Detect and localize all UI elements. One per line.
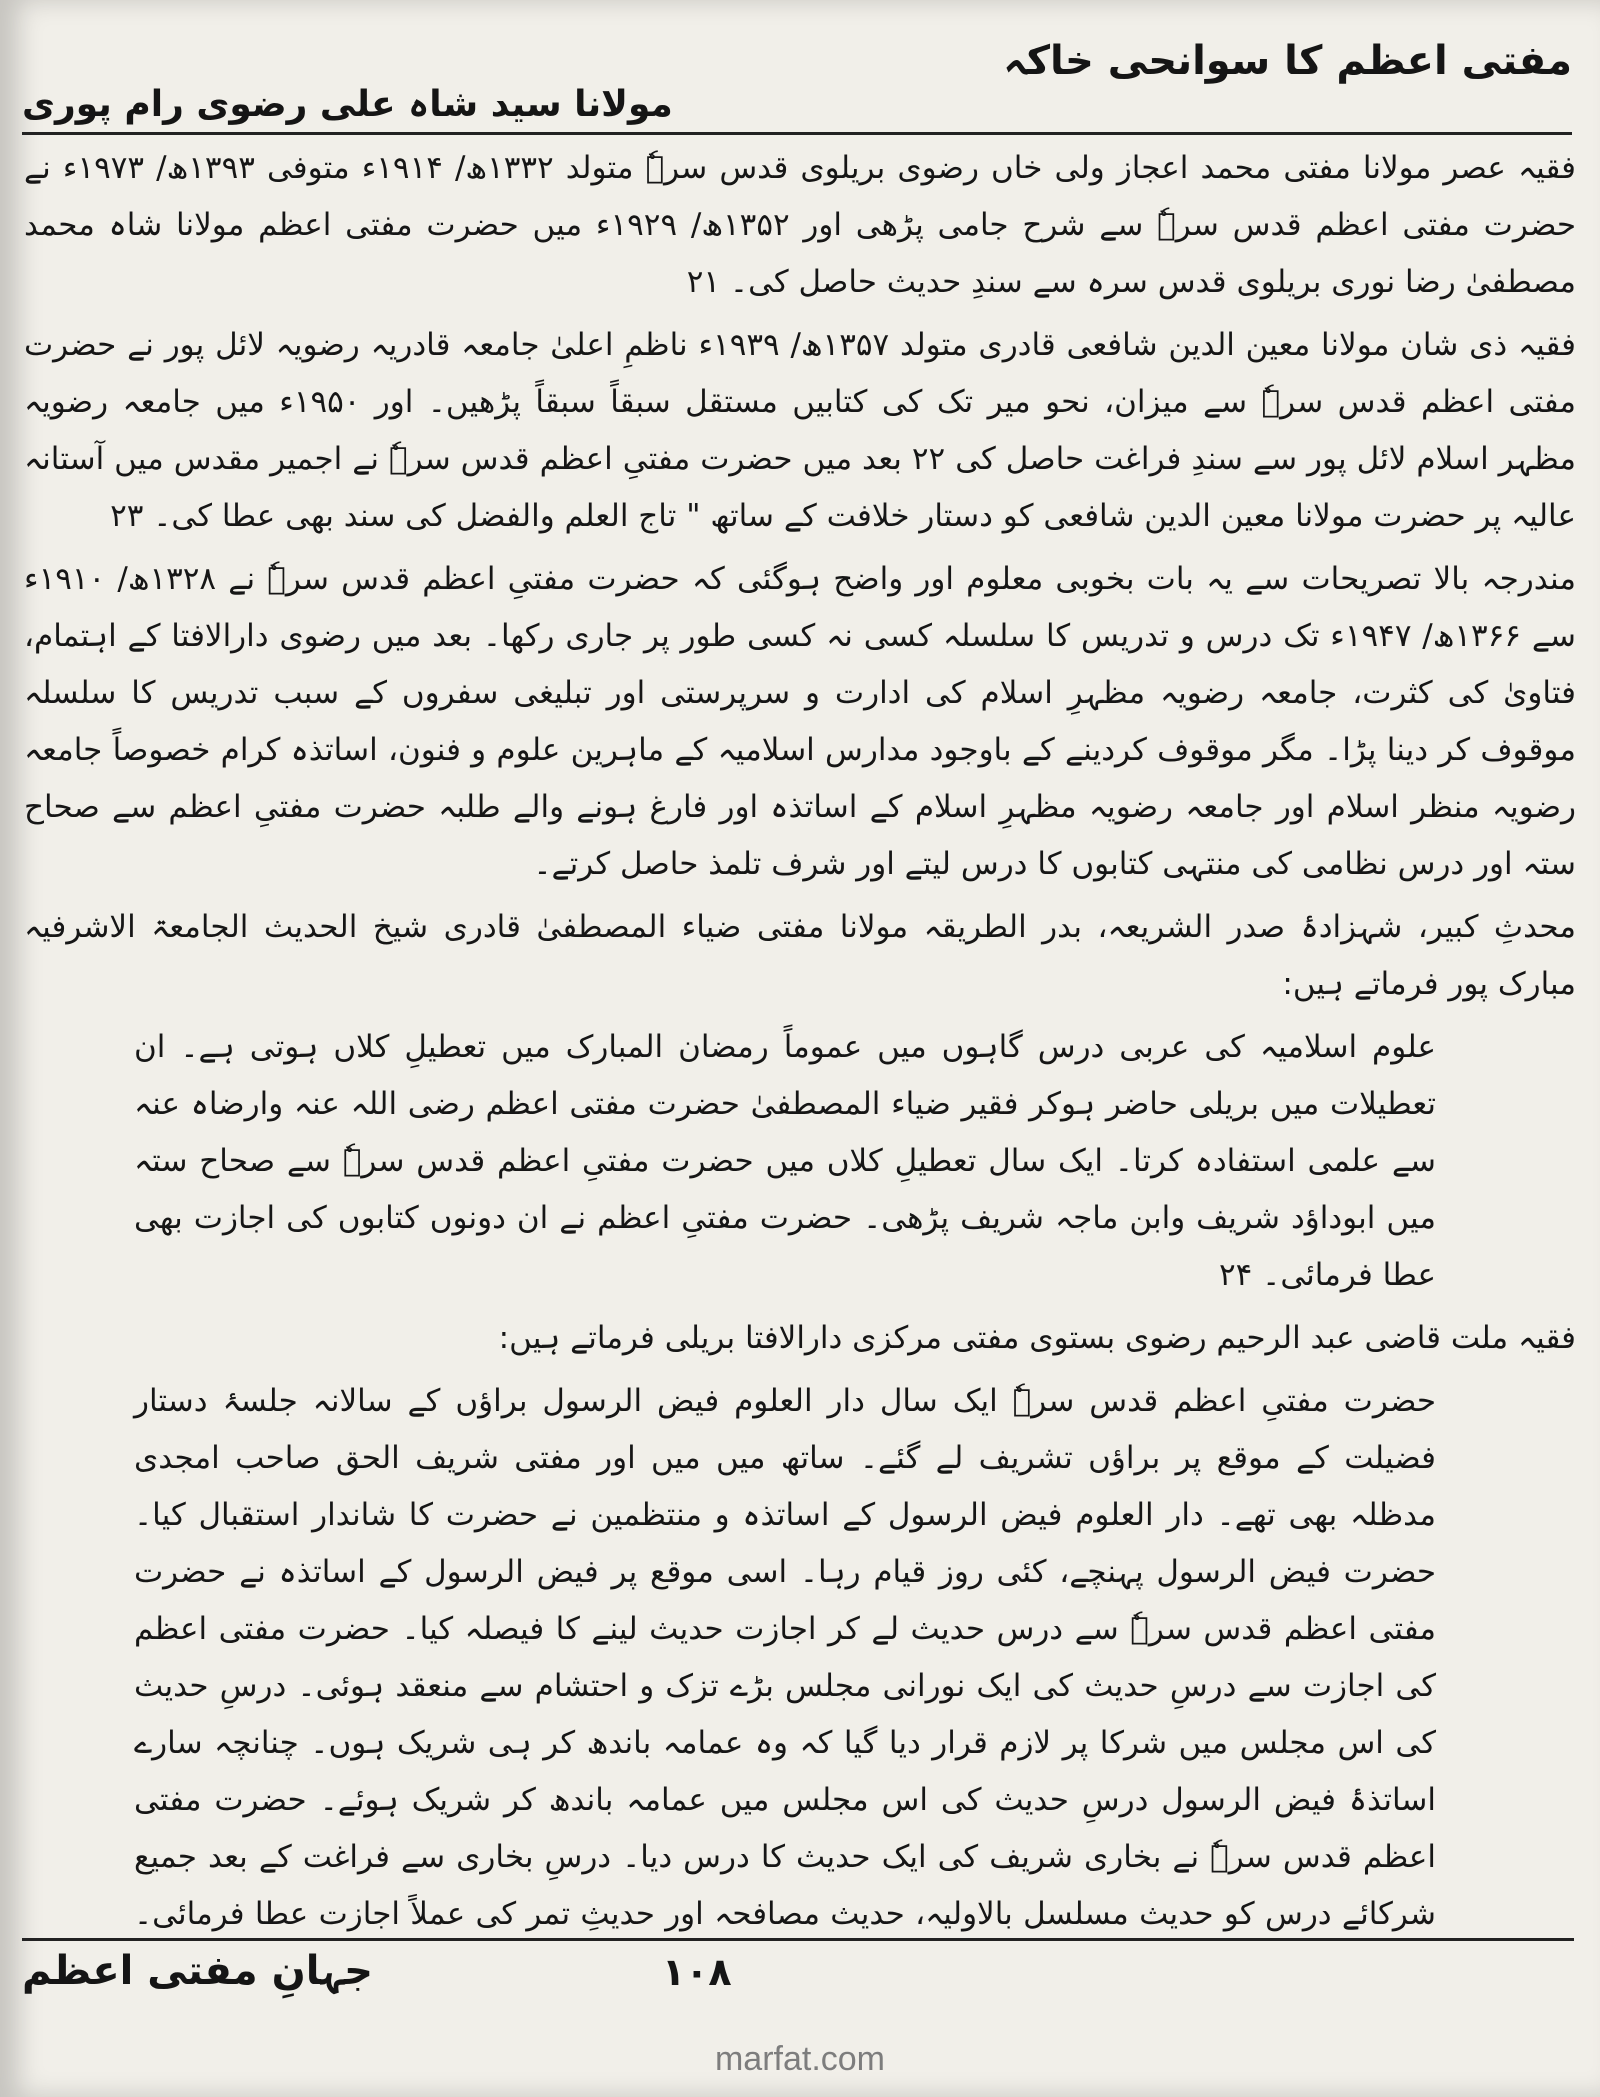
chapter-title: مفتی اعظم کا سوانحی خاکہ xyxy=(1003,38,1572,84)
book-title: جہانِ مفتی اعظم xyxy=(22,1948,373,1994)
paragraph-4: محدثِ کبیر، شہزادۂ صدر الشریعہ، بدر الطریقہ مولانا مفتی ضیاء المصطفیٰ قادری شیخ الحدیث الجامعۃ الاشرفیہ مبارک پور فرماتے ہیں: xyxy=(24,909,1576,1002)
paragraph-1: فقیہ عصر مولانا مفتی محمد اعجاز ولی خاں رضوی بریلوی قدس سرہٗ متولد ۱۳۳۲ھ/ ۱۹۱۴ء متوفی ۱۳۹۳ھ/ ۱۹۷۳ء نے حضرت مفتی اعظم قدس سرہٗ سے شرح جامی پڑھی اور ۱۳۵۲ھ/ ۱۹۲۹ء میں حضرت مفتی اعظم مولانا شاہ محمد مصطفیٰ رضا نوری بریلوی قدس سرہ سے سندِ حدیث حاصل کی۔ ۲۱ xyxy=(24,150,1576,300)
author-name: مولانا سید شاہ علی رضوی رام پوری xyxy=(22,84,673,125)
paragraph-2: فقیہ ذی شان مولانا معین الدین شافعی قادری متولد ۱۳۵۷ھ/ ۱۹۳۹ء ناظمِ اعلیٰ جامعہ قادریہ رضویہ لائل پور نے حضرت مفتی اعظم قدس سرہٗ سے میزان، نحو میر تک کی کتابیں مستقل سبقاً سبقاً پڑھیں۔ اور ۱۹۵۰ء میں جامعہ رضویہ مظہر اسلام لائل پور سے سندِ فراغت حاصل کی ۲۲ بعد میں حضرت مفتیِ اعظم قدس سرہٗ نے اجمیر مقدس میں آستانہ عالیہ پر حضرت مولانا معین الدین شافعی کو دستار خلافت کے ساتھ " تاج العلم والفضل کی سند بھی عطا کی۔ ۲۳ xyxy=(24,327,1576,534)
watermark: marfat.com xyxy=(714,2040,886,2078)
running-header xyxy=(22,38,1572,128)
quote-2: حضرت مفتیِ اعظم قدس سرہٗ ایک سال دار العلوم فیض الرسول براؤں کے سالانہ جلسۂ دستار فضیلت کے موقع پر براؤں تشریف لے گئے۔ ساتھ میں میں اور مفتی شریف الحق صاحب امجدی مدظلہ بھی تھے۔ دار العلوم فیض الرسول کے اساتذہ و منتظمین نے حضرت کا شاندار استقبال کیا۔ حضرت فیض الرسول پہنچے، کئی روز قیام رہا۔ اسی موقع پر فیض الرسول کے اساتذہ نے حضرت مفتی اعظم قدس سرہٗ سے درس حدیث لے کر اجازت حدیث لینے کا فیصلہ کیا۔ حضرت مفتی اعظم کی اجازت سے درسِ حدیث کی ایک نورانی مجلس بڑے تزک و احتشام سے منعقد ہوئی۔ درسِ حدیث کی اس مجلس میں شرکا پر لازم قرار دیا گیا کہ وہ عمامہ باندھ کر ہی شریک ہوں۔ چنانچہ سارے اساتذۂ فیض الرسول درسِ حدیث کی اس مجلس میں عمامہ باندھ کر شریک ہوئے۔ حضرت مفتی اعظم قدس سرہٗ نے بخاری شریف کی ایک حدیث کا درس دیا۔ درسِ بخاری سے فراغت کے بعد جمیع شرکائے درس کو حدیث مسلسل بالاولیہ، حدیث مصافحہ اور حدیثِ تمر کی عملاً اجازت عطا فرمائی۔ xyxy=(134,1383,1436,1932)
footer-rule xyxy=(22,1938,1574,1941)
page-body xyxy=(24,140,1576,1940)
quote-1: علوم اسلامیہ کی عربی درس گاہوں میں عموماً رمضان المبارک میں تعطیلِ کلاں ہوتی ہے۔ ان تعطیلات میں بریلی حاضر ہوکر فقیر ضیاء المصطفیٰ حضرت مفتی اعظم رضی اللہ عنہ وارضاہ عنہ سے علمی استفادہ کرتا۔ ایک سال تعطیلِ کلاں میں حضرت مفتیِ اعظم قدس سرہٗ سے صحاح ستہ میں ابوداؤد شریف وابن ماجہ شریف پڑھی۔ حضرت مفتیِ اعظم نے ان دونوں کتابوں کی اجازت بھی عطا فرمائی۔ ۲۴ xyxy=(134,1029,1436,1293)
header-rule xyxy=(22,132,1572,135)
paragraph-3: مندرجہ بالا تصریحات سے یہ بات بخوبی معلوم اور واضح ہوگئی کہ حضرت مفتیِ اعظم قدس سرہٗ نے ۱۳۲۸ھ/ ۱۹۱۰ء سے ۱۳۶۶ھ/ ۱۹۴۷ء تک درس و تدریس کا سلسلہ کسی نہ کسی طور پر جاری رکھا۔ بعد میں رضوی دارالافتا کے اہتمام، فتاویٰ کی کثرت، جامعہ رضویہ مظہرِ اسلام کی ادارت و سرپرستی اور تبلیغی سفروں کے سبب تدریس کا سلسلہ موقوف کر دینا پڑا۔ مگر موقوف کردینے کے باوجود مدارس اسلامیہ کے ماہرین علوم و فنون، اساتذہ کرام خصوصاً جامعہ رضویہ منظر اسلام اور جامعہ رضویہ مظہرِ اسلام کے اساتذہ اور فارغ ہونے والے طلبہ حضرت مفتیِ اعظم سے صحاح ستہ اور درس نظامی کی منتہی کتابوں کا درس لیتے اور شرف تلمذ حاصل کرتے۔ xyxy=(24,561,1576,882)
page-number: ۱۰۸ xyxy=(662,1950,732,1994)
paragraph-5: فقیہ ملت قاضی عبد الرحیم رضوی بستوی مفتی مرکزی دارالافتا بریلی فرماتے ہیں: xyxy=(498,1320,1576,1356)
running-footer xyxy=(22,1938,1574,2018)
